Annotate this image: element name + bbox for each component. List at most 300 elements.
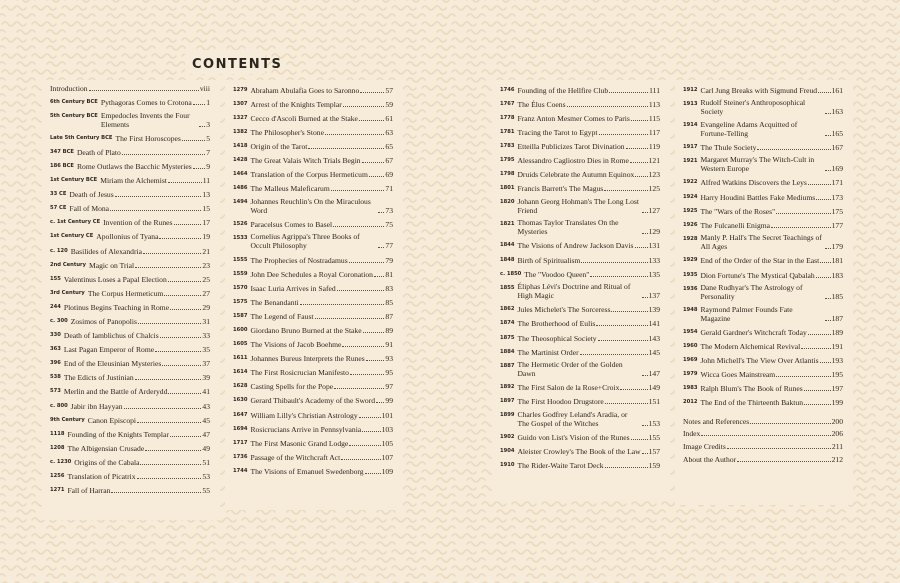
toc-entry[interactable] <box>50 273 210 284</box>
entry-title: Éliphas Lévi's Doctrine and Ritual of High Magic <box>517 282 631 301</box>
entry-title: Aleister Crowley's The Book of the Law <box>517 447 641 457</box>
toc-entry[interactable] <box>50 111 210 129</box>
toc-entry[interactable] <box>233 232 393 250</box>
entry-date: c. 1850 <box>500 270 522 277</box>
entry-title: Carl Jung Breaks with Sigmund Freud <box>700 85 818 95</box>
leader-dots <box>727 447 831 449</box>
entry-date: 1887 <box>500 362 515 369</box>
entry-page-number: 149 <box>648 383 660 393</box>
entry-page-number: 139 <box>648 305 660 315</box>
toc-entry[interactable] <box>500 183 660 194</box>
entry-page-number: 11 <box>202 176 210 186</box>
entry-date: 1256 <box>50 473 65 480</box>
entry-page-number: 29 <box>202 302 210 312</box>
leader-dots <box>168 392 201 394</box>
toc-entry[interactable] <box>683 255 843 266</box>
toc-entry[interactable] <box>233 126 393 137</box>
entry-title: Franz Anton Mesmer Comes to Paris <box>517 113 630 123</box>
entry-date: 1935 <box>683 271 698 278</box>
toc-entry[interactable] <box>233 353 393 364</box>
entry-title: The "Wars of the Roses" <box>700 206 776 216</box>
entry-page-number: 15 <box>202 204 210 214</box>
leader-dots <box>596 324 647 326</box>
toc-entry[interactable] <box>500 382 660 393</box>
entry-title: Translation of Picatrix <box>67 472 136 482</box>
toc-entry[interactable] <box>50 245 210 256</box>
leader-dots <box>776 375 830 377</box>
entry-page-number: 137 <box>648 291 660 301</box>
entry-title: The Fulcanelli Enigma <box>700 220 771 230</box>
toc-entry[interactable] <box>500 360 660 378</box>
leader-dots <box>143 252 201 254</box>
entry-title: Rosicrucians Arrive in Pennsylvania <box>250 424 362 434</box>
toc-entry[interactable] <box>233 310 393 321</box>
toc-entry[interactable] <box>233 325 393 336</box>
toc-entry[interactable] <box>233 437 393 448</box>
toc-entry[interactable] <box>233 183 393 194</box>
toc-entry[interactable] <box>233 423 393 434</box>
leader-dots <box>350 373 384 375</box>
entry-title: The Philosopher's Stone <box>250 127 324 137</box>
leader-dots <box>168 181 202 183</box>
entry-page-number: 65 <box>385 141 393 151</box>
entry-title: The Theosophical Society <box>517 333 597 343</box>
entry-date: 1628 <box>233 383 248 390</box>
leader-dots <box>193 103 205 105</box>
toc-entry[interactable] <box>50 84 210 93</box>
leader-dots <box>376 401 384 403</box>
entry-date: 1983 <box>683 385 698 392</box>
toc-entry[interactable] <box>50 485 210 496</box>
toc-entry[interactable] <box>50 442 210 453</box>
entry-page-number: 17 <box>202 218 210 228</box>
leader-dots <box>135 378 202 380</box>
entry-page-number: 127 <box>648 205 660 215</box>
entry-title: Francis Barrett's The Magus <box>517 184 604 194</box>
toc-entry[interactable] <box>683 177 843 188</box>
leader-dots <box>199 125 205 127</box>
leader-dots <box>174 223 202 225</box>
toc-entry[interactable] <box>50 231 210 242</box>
entry-date: 33 CE <box>50 191 67 198</box>
leader-dots <box>816 276 831 278</box>
leader-dots <box>631 119 648 121</box>
toc-entry[interactable] <box>500 218 660 236</box>
toc-entry[interactable] <box>500 432 660 443</box>
leader-dots <box>825 247 831 249</box>
toc-entry[interactable] <box>233 154 393 165</box>
entry-page-number: 63 <box>385 127 393 137</box>
entry-date: 1821 <box>500 220 515 227</box>
entry-page-number: 173 <box>831 192 843 202</box>
leader-dots <box>168 280 202 282</box>
leader-dots <box>162 364 201 366</box>
toc-entry[interactable] <box>683 233 843 251</box>
entry-title: Cornelius Agrippa's Three Books of Occult Philosophy <box>250 232 360 251</box>
entry-date: 1929 <box>683 257 698 264</box>
entry-page-number: 19 <box>202 232 210 242</box>
entry-page-number: 7 <box>206 147 210 157</box>
entry-date: 244 <box>50 303 61 310</box>
toc-entry[interactable] <box>50 414 210 425</box>
entry-title: Alessandro Cagliostro Dies in Rome <box>517 155 629 165</box>
toc-entry[interactable] <box>500 240 660 251</box>
entry-page-number: 163 <box>831 107 843 117</box>
entry-page-number: 183 <box>831 270 843 280</box>
toc-entry[interactable] <box>500 169 660 180</box>
leader-dots <box>145 449 201 451</box>
toc-entry[interactable] <box>683 205 843 216</box>
toc-entry[interactable] <box>50 428 210 439</box>
toc-entry[interactable] <box>50 372 210 383</box>
toc-entry[interactable] <box>683 305 843 323</box>
entry-page-number: 45 <box>202 415 210 425</box>
leader-dots <box>642 424 648 426</box>
toc-entry[interactable] <box>233 268 393 279</box>
toc-entry[interactable] <box>500 282 660 300</box>
toc-entry[interactable] <box>233 254 393 265</box>
toc-entry[interactable] <box>500 98 660 109</box>
toc-entry[interactable] <box>500 112 660 123</box>
entry-title: Ralph Blum's The Book of Runes <box>700 384 803 394</box>
leader-dots <box>631 438 648 440</box>
entry-title: Gerald Gardner's Witchcraft Today <box>700 327 807 337</box>
entry-page-number: 155 <box>648 433 660 443</box>
toc-entry[interactable] <box>500 396 660 407</box>
entry-page-number: 61 <box>385 113 393 123</box>
entry-date: 1781 <box>500 128 515 135</box>
toc-entry[interactable] <box>683 355 843 366</box>
entry-date: 1798 <box>500 171 515 178</box>
toc-entry[interactable] <box>233 169 393 180</box>
entry-title: Charles Godfrey Leland's Aradia, or The Gospel of the Witches <box>517 409 628 428</box>
entry-page-number: 212 <box>831 454 843 464</box>
entry-title: Magic on Trial <box>88 260 135 270</box>
leader-dots <box>820 261 830 263</box>
leader-dots <box>598 339 648 341</box>
entry-date: 3rd Century <box>50 289 85 296</box>
entry-page-number: 41 <box>202 387 210 397</box>
toc-entry[interactable] <box>683 283 843 301</box>
toc-entry[interactable] <box>50 97 210 108</box>
toc-entry[interactable] <box>50 146 210 157</box>
entry-date: c. 800 <box>50 402 68 409</box>
entry-date: 1486 <box>233 185 248 192</box>
toc-entry[interactable] <box>50 160 210 171</box>
entry-page-number: 53 <box>202 472 210 482</box>
entry-page-number: 131 <box>648 241 660 251</box>
entry-title: The Visions of Emanuel Swedenborg <box>250 466 364 476</box>
leader-dots <box>757 148 830 150</box>
toc-entry[interactable] <box>50 344 210 355</box>
toc-entry[interactable] <box>50 330 210 341</box>
leader-dots <box>137 477 202 479</box>
entry-date: 1904 <box>500 448 515 455</box>
entry-title: Zosimos of Panopolis <box>70 317 137 326</box>
entry-title: Dion Fortune's The Mystical Qabalah <box>700 270 815 280</box>
entry-page-number: 193 <box>831 356 843 365</box>
toc-entry[interactable] <box>50 358 210 369</box>
toc-entry[interactable] <box>500 318 660 329</box>
leader-dots <box>750 422 830 424</box>
leader-dots <box>363 331 385 333</box>
toc-entry[interactable] <box>233 282 393 293</box>
toc-entry[interactable] <box>233 381 393 392</box>
entry-title: Fall of Mona <box>69 204 110 214</box>
entry-title: End of the Eleusinian Mysteries <box>63 359 162 369</box>
toc-entry[interactable] <box>233 451 393 462</box>
leader-dots <box>604 189 647 191</box>
entry-date: 1795 <box>500 156 515 163</box>
entry-title: Origin of the Tarot <box>250 141 308 151</box>
leader-dots <box>771 226 831 228</box>
toc-entry[interactable] <box>683 84 843 95</box>
entry-date: 347 BCE <box>50 148 74 155</box>
entry-title: Canon Episcopi <box>87 415 137 425</box>
entry-date: 1928 <box>683 235 698 242</box>
toc-entry[interactable] <box>233 112 393 123</box>
entry-title: The Rider-Waite Tarot Deck <box>517 461 604 471</box>
toc-entry[interactable] <box>233 409 393 420</box>
entry-title: Last Pagan Emperor of Rome <box>63 345 155 355</box>
toc-entry[interactable] <box>50 456 210 467</box>
entry-title: Passage of the Witchcraft Act <box>250 452 341 462</box>
entry-page-number: 1 <box>206 98 210 108</box>
toc-entry[interactable] <box>50 400 210 411</box>
entry-page-number: 97 <box>385 382 393 392</box>
toc-entry[interactable] <box>683 417 843 426</box>
entry-title: Death of Plato <box>76 147 121 157</box>
toc-entry[interactable] <box>233 339 393 350</box>
entry-page-number: 93 <box>385 354 393 364</box>
leader-dots <box>818 91 831 93</box>
entry-title: Margaret Murray's The Witch-Cult in Western Europe <box>700 155 815 174</box>
entry-date: 1783 <box>500 142 515 149</box>
entry-title: Thomas Taylor Translates On the Mysteries <box>517 218 619 237</box>
toc-entry[interactable] <box>683 98 843 116</box>
entry-page-number: 69 <box>385 170 393 180</box>
toc-entry[interactable] <box>683 383 843 394</box>
toc-entry[interactable] <box>50 471 210 482</box>
leader-dots <box>193 167 206 169</box>
entry-title: The Prophecies of Nostradamus <box>250 255 348 265</box>
entry-page-number: 141 <box>648 319 660 329</box>
entry-page-number: 59 <box>385 99 393 109</box>
toc-entry[interactable] <box>683 269 843 280</box>
toc-entry[interactable] <box>500 254 660 265</box>
entry-page-number: 27 <box>202 288 210 298</box>
entry-page-number: 9 <box>206 161 210 171</box>
entry-page-number: 37 <box>202 359 210 369</box>
toc-entry[interactable] <box>500 410 660 428</box>
entry-page-number: 73 <box>385 205 393 215</box>
entry-page-number: 43 <box>202 401 210 411</box>
entry-page-number: 31 <box>202 317 210 326</box>
leader-dots <box>825 297 831 299</box>
toc-entry[interactable] <box>500 304 660 315</box>
entry-page-number: 85 <box>385 297 393 307</box>
entry-date: 1533 <box>233 234 248 241</box>
leader-dots <box>804 403 831 405</box>
leader-dots <box>159 237 201 239</box>
entry-title: Jabir ibn Hayyan <box>70 401 123 411</box>
entry-date: 2012 <box>683 399 698 406</box>
toc-column-1 <box>50 84 210 499</box>
entry-title: The Élus Coens <box>517 99 566 109</box>
toc-entry[interactable] <box>50 259 210 270</box>
entry-page-number: 115 <box>648 113 660 123</box>
entry-page-number: 33 <box>202 331 210 341</box>
toc-entry[interactable] <box>233 465 393 476</box>
entry-page-number: 199 <box>831 398 843 408</box>
leader-dots <box>581 261 647 263</box>
toc-entry[interactable] <box>233 140 393 151</box>
leader-dots <box>140 463 201 465</box>
entry-title: The Edicts of Justinian <box>63 373 134 383</box>
toc-entry[interactable] <box>233 395 393 406</box>
toc-entry[interactable] <box>50 175 210 186</box>
leader-dots <box>825 112 831 114</box>
entry-date: 1279 <box>233 86 248 93</box>
entry-page-number: 3 <box>206 119 210 129</box>
toc-entry[interactable] <box>683 326 843 337</box>
toc-entry[interactable] <box>683 442 843 451</box>
leader-dots <box>620 388 647 390</box>
toc-entry[interactable] <box>500 140 660 151</box>
leader-dots <box>360 91 384 93</box>
entry-title: The Malleus Maleficarum <box>250 184 330 194</box>
entry-page-number: 189 <box>831 327 843 337</box>
entry-page-number: 175 <box>831 206 843 216</box>
entry-date: 1926 <box>683 221 698 228</box>
entry-page-number: 151 <box>648 397 660 407</box>
toc-entry[interactable] <box>683 429 843 438</box>
leader-dots <box>315 317 385 319</box>
toc-entry[interactable] <box>50 287 210 298</box>
entry-title: Wicca Goes Mainstream <box>700 370 776 380</box>
toc-entry[interactable] <box>500 446 660 457</box>
entry-title: Basilides of Alexandria <box>70 246 142 256</box>
toc-entry[interactable] <box>683 141 843 152</box>
entry-title: Evangeline Adams Acquitted of Fortune-Telling <box>700 119 798 138</box>
toc-entry[interactable] <box>500 332 660 343</box>
leader-dots <box>605 466 648 468</box>
entry-date: 1948 <box>683 307 698 314</box>
toc-entry[interactable] <box>500 268 660 279</box>
toc-entry[interactable] <box>500 126 660 137</box>
leader-dots <box>378 246 384 248</box>
toc-entry[interactable] <box>50 132 210 143</box>
entry-page-number: 147 <box>648 369 660 379</box>
entry-title: John Dee Schedules a Royal Coronation <box>250 269 373 279</box>
leader-dots <box>611 310 647 312</box>
toc-entry[interactable] <box>500 197 660 215</box>
toc-entry[interactable] <box>233 84 393 95</box>
entry-title: Notes and References <box>683 416 750 426</box>
entry-page-number: 177 <box>831 220 843 230</box>
entry-title: Isaac Luria Arrives in Safed <box>250 283 336 293</box>
toc-entry[interactable] <box>683 369 843 380</box>
entry-page-number: 57 <box>385 85 393 95</box>
toc-entry[interactable] <box>233 218 393 229</box>
entry-date: 1801 <box>500 185 515 192</box>
entry-page-number: 21 <box>202 246 210 256</box>
leader-dots <box>642 232 648 234</box>
toc-entry[interactable] <box>500 84 660 95</box>
entry-date: 1778 <box>500 114 515 121</box>
leader-dots <box>801 347 830 349</box>
toc-entry[interactable] <box>683 120 843 138</box>
leader-dots <box>630 161 648 163</box>
entry-date: 396 <box>50 360 61 367</box>
leader-dots <box>170 308 201 310</box>
entry-date: 363 <box>50 346 61 353</box>
leader-dots <box>164 294 201 296</box>
entry-title: Merlin and the Battle of Arderydd <box>63 387 168 397</box>
leader-dots <box>111 491 201 493</box>
toc-entry[interactable] <box>50 217 210 228</box>
toc-entry[interactable] <box>50 203 210 214</box>
entry-date: 1382 <box>233 128 248 135</box>
toc-entry[interactable] <box>683 219 843 230</box>
entry-title: The First Horoscopes <box>115 133 181 143</box>
toc-entry[interactable] <box>50 316 210 327</box>
toc-entry[interactable] <box>500 460 660 471</box>
entry-title: The End of the Thirteenth Baktun <box>700 398 804 408</box>
toc-entry[interactable] <box>50 189 210 200</box>
toc-entry[interactable] <box>233 197 393 215</box>
entry-date: 1327 <box>233 114 248 121</box>
entry-date: 1575 <box>233 298 248 305</box>
entry-title: Founding of the Knights Templar <box>67 429 169 439</box>
entry-title: Rome Outlaws the Bacchic Mysteries <box>76 161 192 171</box>
entry-page-number: 133 <box>648 255 660 265</box>
toc-entry[interactable] <box>233 367 393 378</box>
leader-dots <box>115 195 202 197</box>
entry-page-number: 123 <box>648 170 660 180</box>
leader-dots <box>359 119 385 121</box>
leader-dots <box>737 460 830 462</box>
toc-entry[interactable] <box>50 301 210 312</box>
entry-page-number: 119 <box>648 141 660 151</box>
entry-date: 1844 <box>500 242 515 249</box>
entry-title: Abraham Abulafia Goes to Saronno <box>250 85 360 95</box>
toc-entry[interactable] <box>233 296 393 307</box>
leader-dots <box>89 89 199 91</box>
toc-entry[interactable] <box>500 154 660 165</box>
toc-entry[interactable] <box>683 455 843 464</box>
toc-entry[interactable] <box>683 155 843 173</box>
entry-page-number: 157 <box>648 447 660 457</box>
entry-page-number: 179 <box>831 242 843 252</box>
entry-date: 1913 <box>683 100 698 107</box>
entry-page-number: 67 <box>385 155 393 165</box>
toc-entry[interactable] <box>683 191 843 202</box>
leader-dots <box>567 105 648 107</box>
entry-date: 1555 <box>233 256 248 263</box>
entry-title: The Great Valais Witch Trials Begin <box>250 155 361 165</box>
toc-entry[interactable] <box>50 386 210 397</box>
toc-entry[interactable] <box>683 397 843 408</box>
toc-entry[interactable] <box>233 98 393 109</box>
toc-entry[interactable] <box>683 340 843 351</box>
entry-date: 1559 <box>233 270 248 277</box>
entry-page-number: 129 <box>648 227 660 237</box>
entry-title: The Brotherhood of Eulis <box>517 319 596 329</box>
entry-title: Johannes Bureus Interprets the Runes <box>250 354 365 364</box>
leader-dots <box>362 430 380 432</box>
toc-entry[interactable] <box>500 346 660 357</box>
